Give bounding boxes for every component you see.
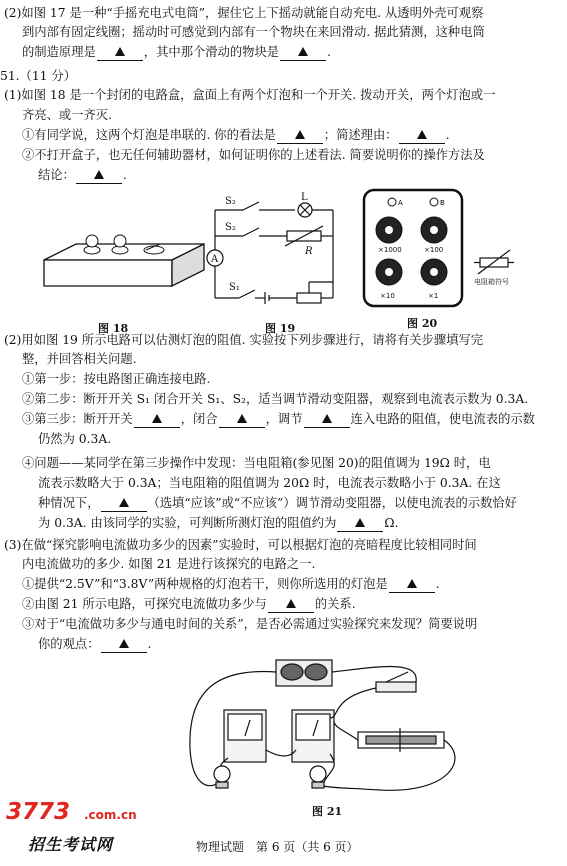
line-text: 内电流做功的多少. 如图 21 是进行该探究的电路之一.: [22, 557, 316, 571]
line-text: ①第一步：按电路图正确连接电路.: [22, 372, 211, 386]
triangle-marker-icon: [152, 414, 162, 423]
text-line: [22, 392, 528, 407]
line-text: 你的观点：: [38, 637, 100, 651]
line-text: ①有同学说，这两个灯泡是串联的. 你的看法是: [22, 128, 276, 142]
answer-blank[interactable]: [219, 412, 265, 428]
text-line: [22, 372, 210, 387]
triangle-marker-icon: [407, 579, 417, 588]
dial-label: ×1000: [378, 246, 402, 254]
line-text: ；简述理由：: [323, 128, 398, 142]
line-text: .: [122, 168, 127, 182]
figure-20-resistance-box: [362, 188, 562, 314]
figure-18-caption: 图 18: [98, 322, 129, 335]
text-line: [38, 476, 501, 491]
triangle-marker-icon: [355, 518, 365, 527]
line-text: 为 0.3A. 由该同学的实验，可判断所测灯泡的阻值约为: [38, 516, 337, 530]
answer-blank[interactable]: [304, 412, 350, 428]
text-line: [22, 25, 485, 40]
line-text: (2)用如图 19 所示电路可以估测灯泡的阻值. 实验按下列步骤进行，请将有关步骤填写完: [4, 333, 484, 347]
answer-blank[interactable]: [389, 577, 435, 593]
site-logo-number: 3773: [6, 799, 71, 825]
figure-19-circuit-diagram: [205, 190, 345, 310]
figure-21-apparatus: [180, 658, 470, 798]
figure-20-caption: 图 20: [407, 317, 438, 330]
text-line: [22, 108, 112, 123]
dial-label: ×10: [380, 292, 395, 300]
text-line: [22, 412, 535, 428]
text-line: [38, 432, 111, 447]
text-line: [38, 168, 127, 184]
line-text: ②第二步：断开开关 S₁ 闭合开关 S₁、S₂，适当调节滑动变阻器，观察到电流表示数为 0.3A.: [22, 392, 529, 406]
line-text: 的关系.: [314, 597, 356, 611]
text-line: [22, 352, 137, 367]
dial-label: ×100: [424, 246, 444, 254]
line-text: ③对于“电流做功多少与通电时间的关系”，是否必需通过实验探究来发现？简要说明: [22, 617, 478, 631]
answer-blank[interactable]: [280, 45, 326, 61]
text-line: [22, 148, 485, 163]
triangle-marker-icon: [286, 599, 296, 608]
text-line: [22, 456, 491, 471]
line-text: .: [147, 637, 152, 651]
triangle-marker-icon: [298, 47, 308, 56]
triangle-marker-icon: [119, 498, 129, 507]
triangle-marker-icon: [295, 130, 305, 139]
figure-18-circuit-box: [36, 226, 206, 296]
resistor-label: R: [305, 246, 313, 257]
resistance-box-symbol-label: 电阻箱符号: [474, 278, 509, 286]
line-text: ，其中那个滑动的物块是: [143, 45, 280, 59]
text-line: [4, 538, 477, 553]
answer-blank[interactable]: [134, 412, 180, 428]
line-text: 种情况下，: [38, 496, 100, 510]
line-text: 结论：: [38, 168, 75, 182]
switch-label: S₁: [229, 282, 240, 293]
answer-blank[interactable]: [101, 496, 147, 512]
line-text: .: [445, 128, 450, 142]
terminal-label: A: [398, 199, 403, 207]
switch-label: S₂: [225, 196, 236, 207]
text-line: [22, 577, 440, 593]
terminal-label: B: [440, 199, 445, 207]
line-text: ③第三步：断开开关: [22, 412, 133, 426]
text-line: [22, 557, 315, 572]
line-text: .: [435, 577, 440, 591]
text-line: [0, 69, 76, 84]
line-text: 连入电路的阻值，使电流表的示数: [350, 412, 535, 426]
site-logo-domain: .com.cn: [84, 808, 137, 822]
answer-blank[interactable]: [76, 168, 122, 184]
text-line: [4, 6, 483, 21]
line-text: 齐亮、或一齐灭.: [22, 108, 112, 122]
text-line: [22, 597, 356, 613]
answer-blank[interactable]: [277, 128, 323, 144]
answer-blank[interactable]: [399, 128, 445, 144]
answer-blank[interactable]: [268, 597, 314, 613]
line-text: (1)如图 18 是一个封闭的电路盒，盒面上有两个灯泡和一个开关. 拨动开关，两个灯泡或一: [4, 88, 496, 102]
line-text: ，闭合: [180, 412, 218, 426]
text-line: [4, 88, 495, 103]
triangle-marker-icon: [322, 414, 332, 423]
answer-blank[interactable]: [101, 637, 147, 653]
site-logo-subtitle: 招生考试网: [28, 835, 114, 854]
text-line: [38, 637, 151, 653]
line-text: （选填“应该”或“不应该”）调节滑动变阻器，以使电流表的示数恰好: [147, 496, 517, 510]
line-text: ②由图 21 所示电路，可探究电流做功多少与: [22, 597, 267, 611]
text-line: [38, 496, 517, 512]
triangle-marker-icon: [119, 639, 129, 648]
line-text: 流表示数略大于 0.3A；当电阻箱的阻值调为 20Ω 时，电流表示数略小于 0.3A. 在这: [38, 476, 501, 490]
triangle-marker-icon: [237, 414, 247, 423]
text-line: [22, 45, 331, 61]
ammeter-label: A: [211, 254, 219, 265]
answer-blank[interactable]: [97, 45, 143, 61]
triangle-marker-icon: [94, 170, 104, 179]
line-text: 到内部有固定线圈；摇动时可感觉到内部有一个物块在来回滑动. 据此猜测，这种电筒: [22, 25, 485, 39]
line-text: 51.（11 分）: [0, 69, 77, 83]
line-text: ④问题——某同学在第三步操作中发现：当电阻箱(参见图 20)的阻值调为 19Ω 时，电: [22, 456, 491, 470]
line-text: ②不打开盒子，也无任何辅助器材，如何证明你的上述看法. 简要说明你的操作方法及: [22, 148, 485, 162]
switch-label: S₂: [225, 222, 236, 233]
line-text: ①提供“2.5V”和“3.8V”两种规格的灯泡若干，则你所选用的灯泡是: [22, 577, 388, 591]
figure-21-caption: 图 21: [312, 805, 343, 818]
line-text: Ω.: [384, 516, 399, 530]
line-text: 整，并回答相关问题.: [22, 352, 137, 366]
page-footer: 物理试题 第 6 页（共 6 页）: [196, 840, 359, 854]
text-line: [22, 128, 449, 144]
line-text: 的制造原理是: [22, 45, 96, 59]
line-text: (2)如图 17 是一种“手摇充电式电筒”，握住它上下摇动就能自动充电. 从透明外壳可观察: [4, 6, 484, 20]
triangle-marker-icon: [417, 130, 427, 139]
answer-blank[interactable]: [337, 516, 383, 532]
line-text: ，调节: [265, 412, 303, 426]
line-text: 仍然为 0.3A.: [38, 432, 112, 446]
text-line: [22, 617, 477, 632]
line-text: (3)在做“探究影响电流做功多少的因素”实验时，可以根据灯泡的亮暗程度比较相同时间: [4, 538, 477, 552]
line-text: .: [327, 45, 331, 59]
dial-label: ×1: [428, 292, 439, 300]
triangle-marker-icon: [115, 47, 125, 56]
text-line: [38, 516, 399, 532]
figure-19-caption: 图 19: [265, 322, 296, 335]
lamp-label: L: [301, 192, 308, 203]
text-line: [4, 333, 483, 348]
